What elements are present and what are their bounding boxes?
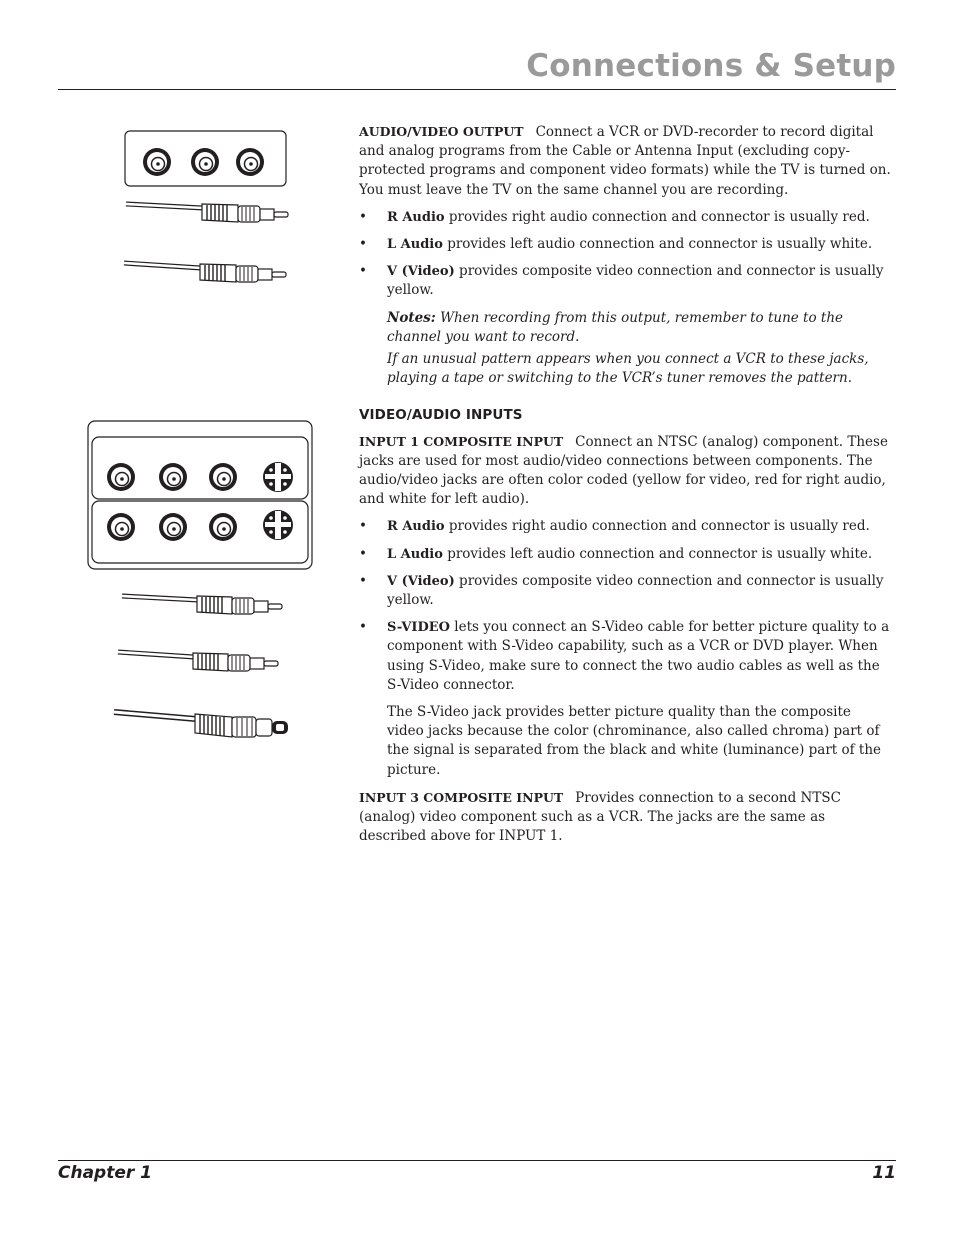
bullet-glyph: • [359,236,367,253]
bullet-glyph: • [359,545,367,562]
bullet-term: S-VIDEO [387,620,450,636]
page-number: 11 [872,1163,896,1183]
bullet-term: V (Video) [387,573,455,589]
bullet-glyph: • [359,263,367,280]
section-heading: VIDEO/AUDIO INPUTS [359,407,523,424]
bullet-term: V (Video) [387,264,455,280]
av-output-label: AUDIO/VIDEO OUTPUT [359,124,524,139]
list-item [359,208,891,227]
list-item [359,262,891,300]
bullet-text: provides left audio connection and connector is usually white. [447,236,873,253]
header-rule [58,89,896,90]
bullet-glyph: • [359,572,367,589]
list-item [359,618,891,695]
bullet-term: R Audio [387,519,445,535]
bullet-glyph: • [359,518,367,535]
note-1-text: When recording from this output, remember to tune to the channel you want to record. [387,309,843,345]
rca-cable-icon [124,263,286,282]
input1-text: Connect an NTSC (analog) component. These jacks are used for most audio/video connections between components. The audio/video jacks are often color coded (yellow for video, red for right audio, and white for left audio). [359,433,888,508]
s-video-jack-icon [263,462,293,492]
rca-jack-icon [209,463,237,491]
s-video-cable-icon [114,712,288,737]
rca-jack-icon [107,463,135,491]
list-item [359,572,891,610]
svideo-paragraph: The S-Video jack provides better picture quality than the composite video jacks because the color (chrominance, also called chroma) part of the signal is separated from the black and white (luminance) part of the picture. [387,704,882,778]
main-content [359,122,891,855]
bullet-text: provides composite video connection and connector is usually yellow. [387,572,884,609]
footer-chapter: Chapter 1 [58,1163,153,1183]
av-output-intro-text: Connect a VCR or DVD-recorder to record digital and analog programs from the Cable or Antenna Input (excluding copy-protected programs and component video formats) while the TV is turned on. You must leave the TV on the same channel you are recording. [359,124,891,198]
video-audio-inputs-illustration [82,415,320,745]
input1-paragraph [359,432,891,510]
bullet-text: provides left audio connection and connector is usually white. [447,545,873,562]
rca-jack-icon [143,148,171,176]
rca-jack-icon [159,513,187,541]
bullet-text: provides composite video connection and connector is usually yellow. [387,263,884,299]
av-output-intro [359,122,891,200]
list-item [359,545,891,564]
bullet-text: provides right audio connection and connector is usually red. [448,518,870,535]
rca-jack-icon [191,148,219,176]
rca-jack-icon [209,513,237,541]
footer-rule [58,1160,896,1161]
rca-jack-icon [159,463,187,491]
bullet-glyph: • [359,208,367,225]
bullet-text: provides right audio connection and connector is usually red. [448,208,870,225]
rca-jack-icon [236,148,264,176]
bullet-term: L Audio [387,546,443,562]
rca-cable-icon [118,652,278,671]
page-title: Connections & Setup [526,48,896,84]
bullet-glyph: • [359,619,367,636]
rca-jack-icon [107,513,135,541]
bullet-term: R Audio [387,209,445,225]
input3-text: Provides connection to a second NTSC (analog) video component such as a VCR. The jacks are the same as described above for INPUT 1. [359,789,841,845]
av-output-jacks-illustration [108,125,308,295]
input3-label: INPUT 3 COMPOSITE INPUT [359,789,564,805]
list-item [359,517,891,536]
note-2: If an unusual pattern appears when you connect a VCR to these jacks, playing a tape or switching to the VCR’s tuner removes the pattern. [387,351,869,387]
s-video-jack-icon [263,510,293,540]
input3-paragraph [359,788,891,847]
rca-cable-icon [122,596,282,614]
note-1 [359,309,891,347]
rca-cable-icon [126,204,288,222]
bullet-text: lets you connect an S-Video cable for better picture quality to a component with S-Video capability, such as a VCR or DVD player. When using S-Video, make sure to connect the two audio cables as well as the S-Video connector. [387,619,890,693]
bullet-term: L Audio [387,237,443,253]
notes-label: Notes: [387,309,436,326]
list-item [359,235,891,254]
input1-label: INPUT 1 COMPOSITE INPUT [359,433,564,449]
